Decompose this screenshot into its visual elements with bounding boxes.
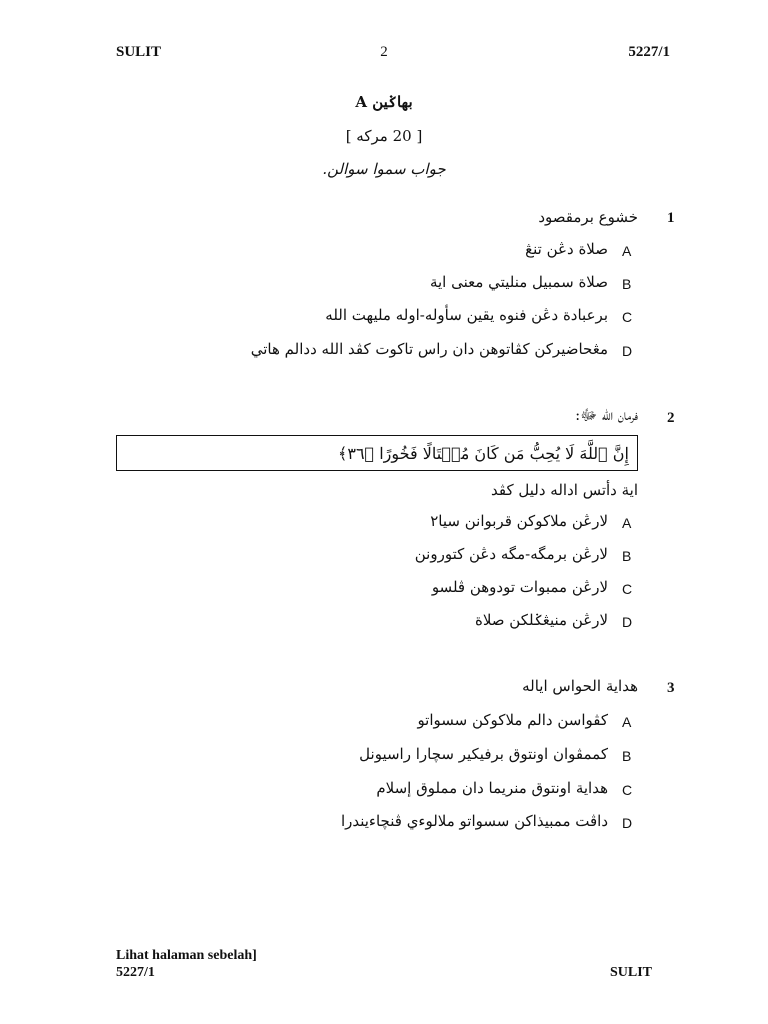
option-text: لارڠن منيڠݢلكن صلاة: [474, 611, 608, 629]
question-stem: خشوع برمقصود: [538, 208, 638, 226]
option-letter: D: [622, 343, 633, 359]
question-stem: هداية الحواس اياله: [522, 677, 638, 695]
question-substem: اية دأتس اداله دليل كڤد: [491, 481, 638, 499]
option-letter: A: [622, 243, 632, 259]
header-sulit: SULIT: [116, 44, 162, 60]
option-text: لارڠن ممبوات تودوهن ڤلسو: [431, 578, 608, 596]
option-text: برعبادة دڠن فنوه يقين سأوله-اوله مليهت الله: [325, 306, 608, 324]
option-letter: B: [622, 748, 632, 764]
footer-next-page: Lihat halaman sebelah]: [116, 948, 257, 963]
footer-sulit: SULIT: [609, 965, 652, 980]
quran-verse-box: [116, 435, 638, 471]
option-letter: C: [622, 782, 633, 798]
option-letter: A: [622, 515, 632, 531]
question-number: 2: [667, 410, 675, 426]
option-letter: B: [622, 276, 632, 292]
question-number: 3: [667, 680, 675, 696]
option-text: داڤت ممبيذاكن سسواتو ملالوءي ڤنچاءيندرا: [340, 812, 608, 830]
option-text: كڤواسن دالم ملاكوكن سسواتو: [417, 711, 608, 729]
option-text: كممڤوان اونتوق برفيكير سچارا راسيونل: [359, 745, 608, 763]
option-text: مڠحاضيركن كڤاتوهن دان راس تاكوت كڤد الله ددالم هاتي: [250, 340, 608, 358]
option-letter: B: [622, 548, 632, 564]
option-letter: D: [622, 815, 633, 831]
option-letter: C: [622, 581, 633, 597]
option-letter: D: [622, 614, 633, 630]
option-text: لارڠن ملاكوكن قربوانن سيا٢: [430, 512, 608, 530]
section-instruction: جواب سموا سوالن.: [322, 160, 446, 178]
question-number: 1: [667, 210, 675, 226]
option-text: هداية اونتوق منريما دان مملوق إسلام: [376, 779, 608, 797]
page-number: 2: [380, 44, 388, 60]
option-text: لارڠن برمگه-مگه دڠن كتورونن: [414, 545, 608, 563]
question-stem: فرمان الله ﷻ:: [575, 406, 638, 424]
option-letter: A: [622, 714, 632, 730]
section-title: بهاݢين A: [355, 93, 413, 111]
footer-paper-code: 5227/1: [116, 965, 155, 980]
option-text: صلاة دڠن تنڠ: [525, 240, 608, 258]
option-text: صلاة سمبيل منليتي معنى اية: [429, 273, 608, 291]
paper-code: 5227/1: [628, 44, 670, 60]
option-letter: C: [622, 309, 633, 325]
section-marks: [ 20 مركه ]: [345, 127, 423, 145]
quran-verse: إِنَّ ٱللَّهَ لَا يُحِبُّ مَن كَانَ مُخۡتَالًا فَخُورًا ﴿٣٦﴾: [337, 444, 629, 463]
